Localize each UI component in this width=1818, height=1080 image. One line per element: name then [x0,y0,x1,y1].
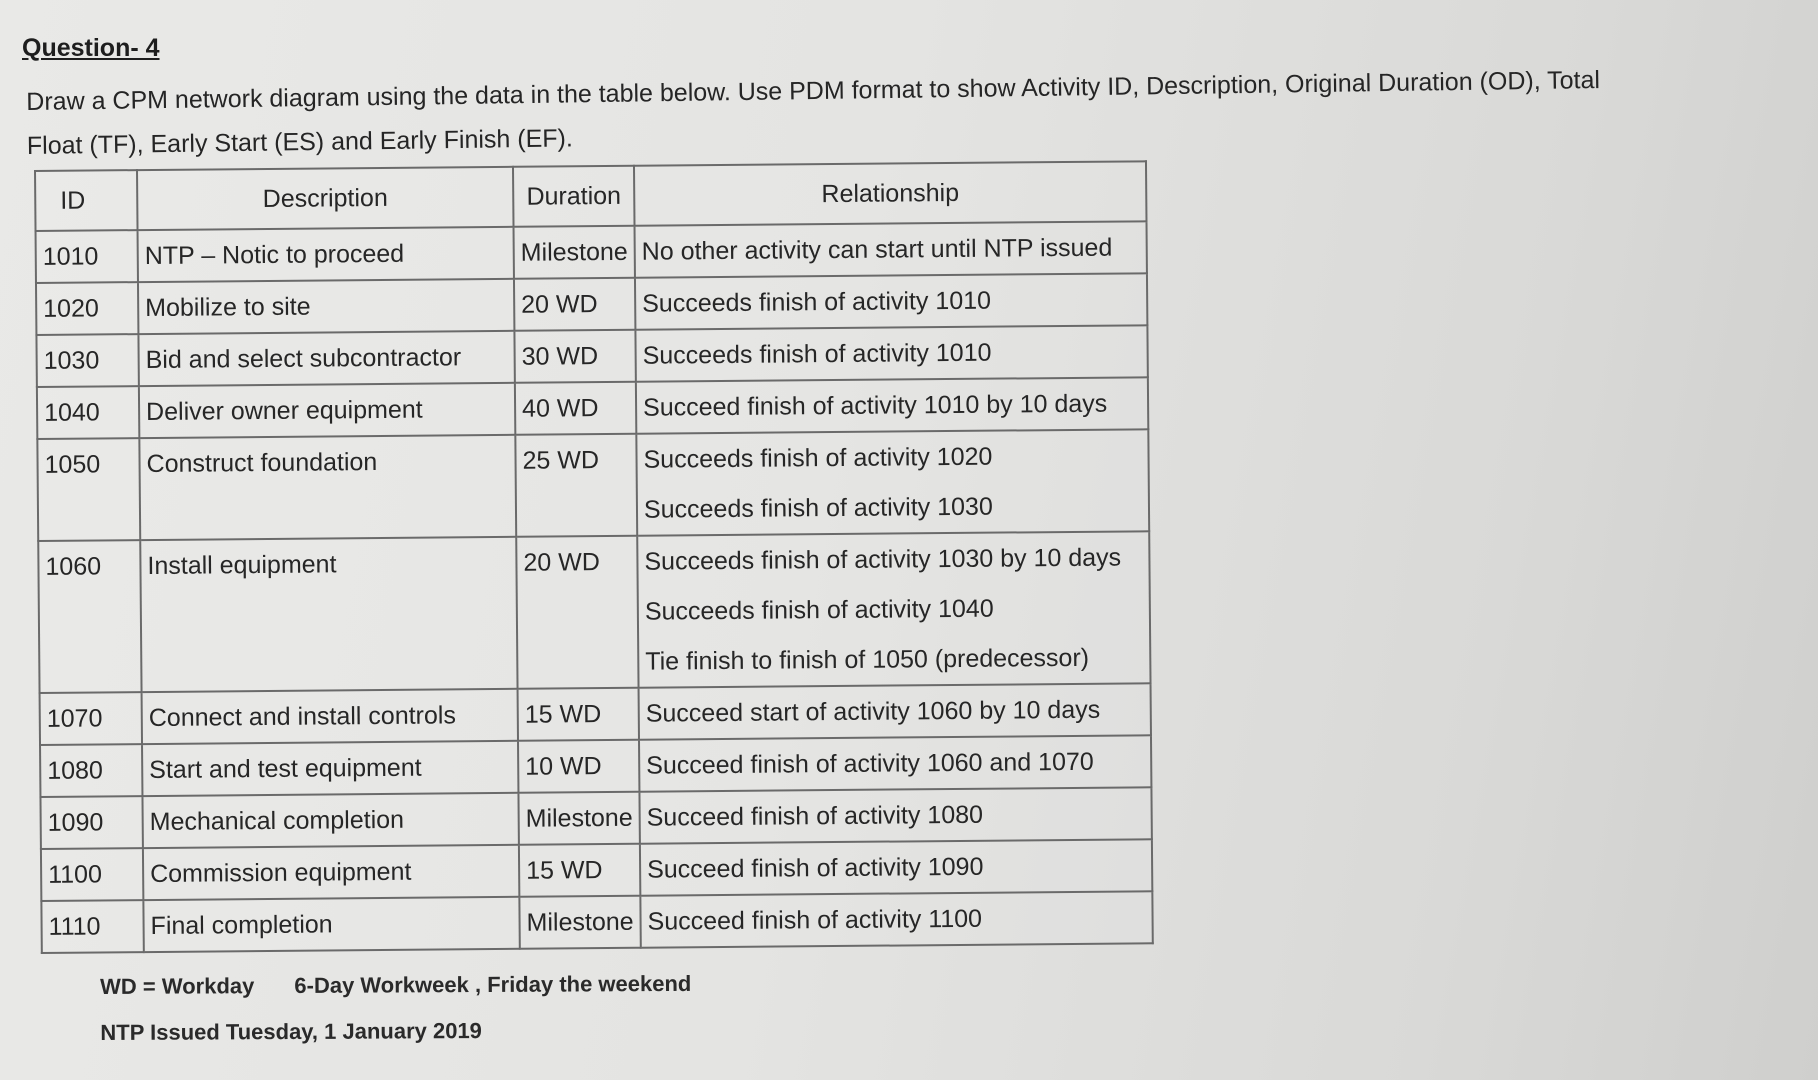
notes-row-2 [100,1007,691,1056]
activity-id-cell: 1030 [36,334,138,387]
activity-relationship-cell [635,221,1147,277]
activity-table [34,160,1154,954]
activity-description-cell: Bid and select subcontractor [138,331,514,386]
relationship-line: Succeeds finish of activity 1010 [642,286,992,318]
activity-id-cell: 1020 [36,282,138,335]
activity-duration-cell: 30 WD [514,330,635,383]
header-duration: Duration [513,166,635,227]
activity-duration-cell: 40 WD [515,382,636,435]
table-row [40,787,1151,849]
activity-id-cell: 1050 [37,438,140,541]
relationship-line: Succeed finish of activity 1100 [647,904,983,936]
activity-relationship-cell [639,735,1151,791]
activity-id-cell: 1010 [36,230,138,283]
activity-relationship-cell [640,891,1152,947]
activity-description-cell: Deliver owner equipment [139,383,515,438]
activity-relationship-cell [635,325,1147,381]
activity-relationship-cell [637,531,1150,687]
activity-relationship-cell [639,787,1151,843]
instruction-line-1: Draw a CPM network diagram using the data in the table below. Use PDM format to show Activity ID, Description, Original Duration (OD), Total [26,66,1601,116]
activity-id-cell: 1040 [37,386,139,439]
activity-relationship-cell [636,377,1148,433]
instruction-line-2: Float (TF), Early Start (ES) and Early Finish (EF). [26,124,574,160]
table-row [41,891,1152,953]
activity-duration-cell: Milestone [518,792,639,845]
activity-duration-cell: 20 WD [516,536,638,689]
relationship-line: Succeed finish of activity 1060 and 1070 [646,747,1094,780]
relationship-line: Tie finish to finish of 1050 (predecessor) [645,643,1090,676]
relationship-line: Succeeds finish of activity 1030 [643,492,993,524]
activity-duration-cell: Milestone [514,226,635,279]
relationship-line: Succeeds finish of activity 1040 [644,594,994,626]
table-row [40,683,1151,745]
activity-duration-cell: 25 WD [515,434,637,537]
table-row [37,429,1149,541]
activity-relationship-cell [635,273,1147,329]
table-row [37,377,1148,439]
relationship-line: Succeed finish of activity 1010 by 10 days [642,389,1108,422]
relationship-line: No other activity can start until NTP issued [641,233,1113,266]
activity-description-cell: Start and test equipment [142,741,518,796]
table-row [41,839,1152,901]
relationship-line: Succeed finish of activity 1080 [646,800,984,832]
activity-id-cell: 1100 [41,848,143,901]
activity-description-cell: Mechanical completion [142,793,518,848]
table-row [38,531,1150,693]
instruction-text [26,56,1747,168]
wd-definition: WD = Workday [100,973,255,999]
activity-id-cell: 1060 [38,540,141,693]
relationship-line: Succeeds finish of activity 1030 by 10 days [644,543,1122,576]
activity-id-cell: 1080 [40,744,142,797]
activity-description-cell: NTP – Notic to proceed [138,227,514,282]
header-description: Description [137,167,514,230]
activity-description-cell: Connect and install controls [142,689,518,744]
activity-duration-cell: Milestone [519,896,640,949]
notes-row-1 [100,961,691,1010]
relationship-line: Succeeds finish of activity 1020 [643,442,993,474]
activity-duration-cell: 20 WD [514,278,635,331]
workweek-note: 6-Day Workweek , Friday the weekend [294,970,692,998]
activity-relationship-cell [640,839,1152,895]
activity-rows [36,221,1153,953]
relationship-line: Succeeds finish of activity 1010 [642,338,992,370]
table-header-row [35,161,1146,231]
header-id: ID [35,170,138,231]
activity-id-cell: 1070 [40,692,142,745]
notes [100,961,692,1056]
activity-id-cell: 1090 [40,796,142,849]
table-row [36,221,1147,283]
activity-table-container [34,160,1154,954]
header-relationship: Relationship [634,161,1147,225]
question-heading: Question- 4 [22,34,160,62]
relationship-line: Succeed finish of activity 1090 [647,852,984,884]
activity-description-cell: Install equipment [140,537,517,692]
table-row [40,735,1151,797]
activity-relationship-cell [639,683,1151,739]
activity-relationship-cell [636,429,1149,535]
activity-description-cell: Mobilize to site [138,279,514,334]
activity-description-cell: Construct foundation [139,435,516,540]
relationship-line: Succeed start of activity 1060 by 10 days [645,695,1101,728]
table-row [36,273,1147,335]
activity-id-cell: 1110 [41,900,143,953]
activity-duration-cell: 15 WD [518,688,639,741]
ntp-issued-note: NTP Issued Tuesday, 1 January 2019 [100,1018,482,1045]
table-row [36,325,1147,387]
activity-duration-cell: 15 WD [519,844,640,897]
activity-description-cell: Final completion [143,897,519,952]
activity-description-cell: Commission equipment [143,845,519,900]
activity-duration-cell: 10 WD [518,740,639,793]
